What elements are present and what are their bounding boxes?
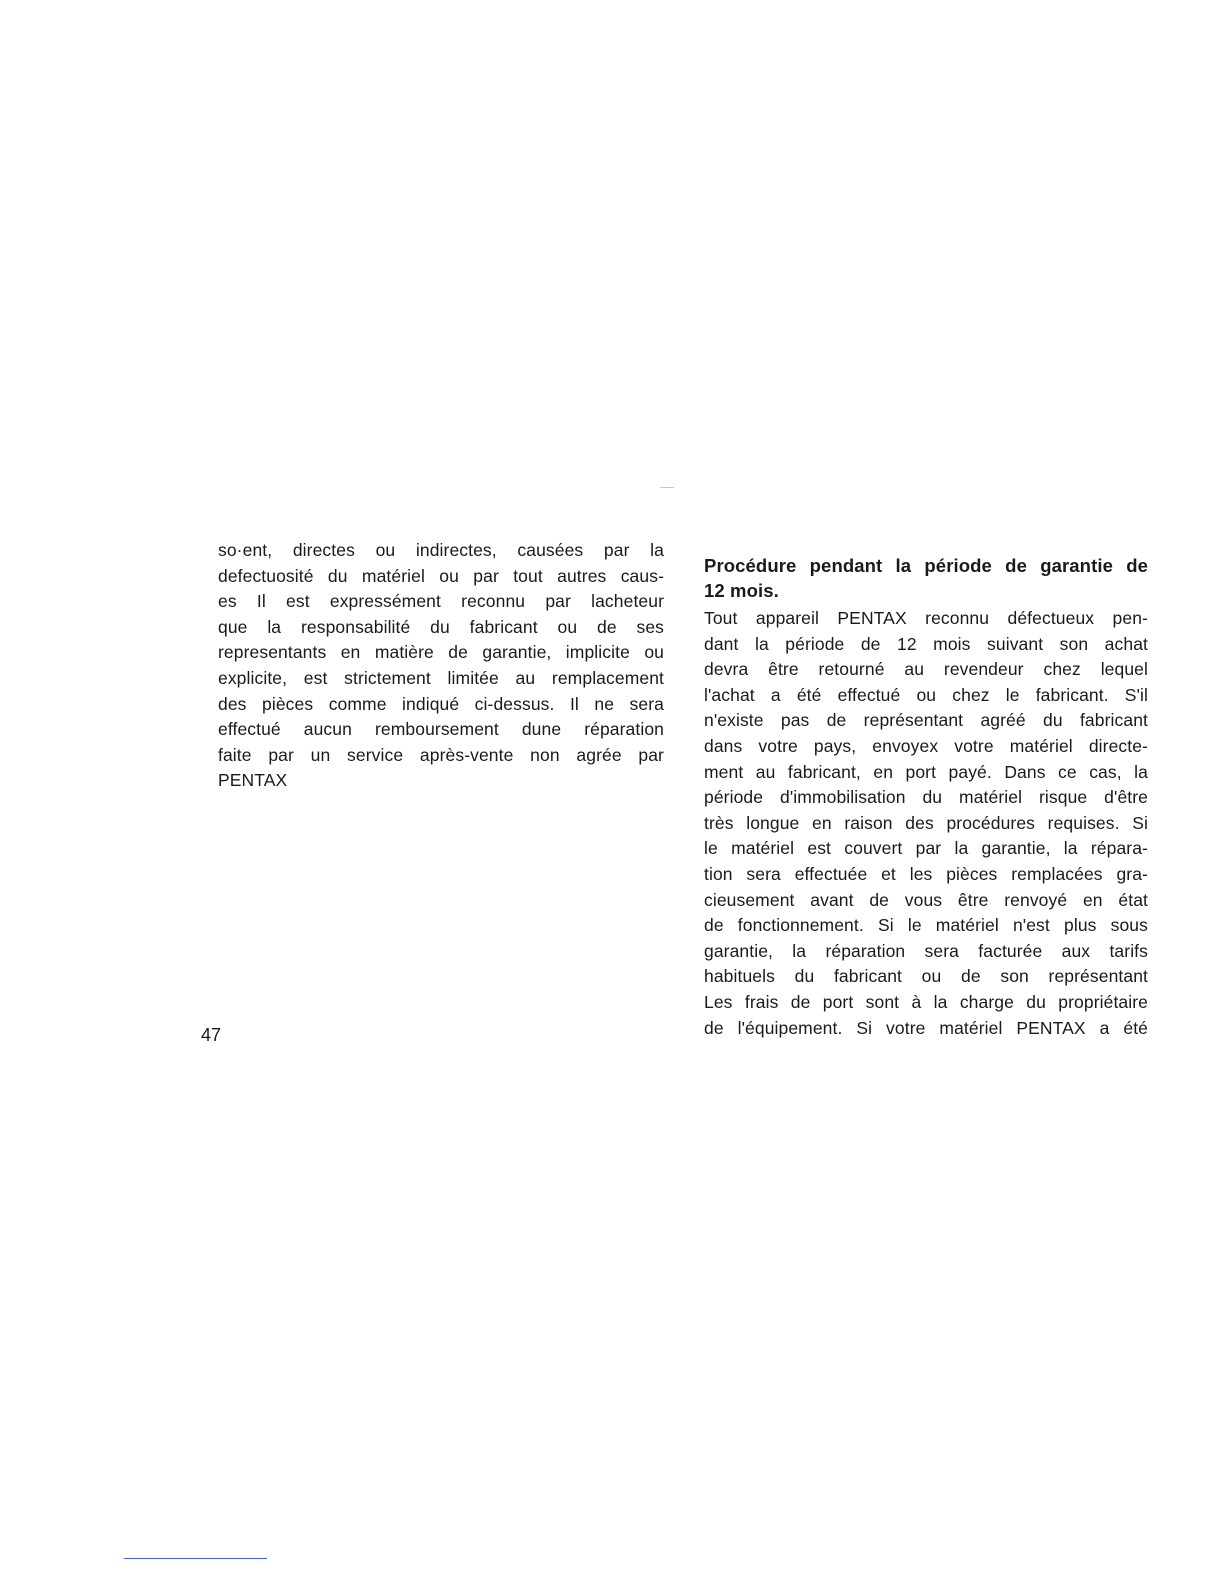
body-line: explicite, est strictement limitée au remplacement [218,667,664,688]
body-line: période d'immobilisation du matériel risque d'être [704,787,1148,808]
body-line: representants en matière de garantie, implicite ou [218,642,664,663]
body-line: n'existe pas de représentant agréé du fabricant [704,710,1148,731]
page-number: 47 [201,1025,222,1045]
body-line: des pièces comme indiqué ci-dessus. Il ne sera [218,693,664,714]
section-heading [704,553,1148,603]
body-line: ment au fabricant, en port payé. Dans ce cas, la [704,761,1148,782]
heading-line: 12 mois. [704,580,779,601]
body-line: dans votre pays, envoyex votre matériel directe- [704,735,1148,756]
body-line: faite par un service après-vente non agrée par [218,744,664,765]
body-line: cieusement avant de vous être renvoyé en état [704,889,1148,910]
heading-line: Procédure pendant la période de garantie de [704,555,1148,576]
scan-speck [660,487,674,488]
body-line: le matériel est couvert par la garantie, la répara- [704,838,1148,859]
body-line: es Il est expressément reconnu par lacheteur [218,591,664,612]
body-line: de l'équipement. Si votre matériel PENTAX a été [704,1017,1148,1038]
body-line: très longue en raison des procédures requises. Si [704,812,1148,833]
body-line: garantie, la réparation sera facturée aux tarifs [704,940,1148,961]
body-line: que la responsabilité du fabricant ou de ses [218,616,664,637]
body-line: PENTAX [218,770,288,791]
body-line: dant la période de 12 mois suivant son achat [704,633,1148,654]
body-line: de fonctionnement. Si le matériel n'est plus sous [704,915,1148,936]
footer-rule [124,1558,267,1559]
body-line: effectué aucun remboursement dune réparation [218,719,664,740]
body-line: so·ent, directes ou indirectes, causées par la [218,540,664,560]
left-column [218,538,664,794]
body-line: l'achat a été effectué ou chez le fabricant. S'il [704,684,1148,705]
body-line: devra être retourné au revendeur chez lequel [704,659,1148,680]
body-line: defectuosité du matériel ou par tout autres caus- [218,565,664,586]
right-column [704,541,1148,1041]
body-line: habituels du fabricant ou de son représentant [704,966,1148,987]
body-line: tion sera effectuée et les pièces remplacées gra- [704,863,1148,884]
body-line: Les frais de port sont à la charge du propriétaire [704,991,1148,1012]
body-line: Tout appareil PENTAX reconnu défectueux pen- [704,608,1148,628]
